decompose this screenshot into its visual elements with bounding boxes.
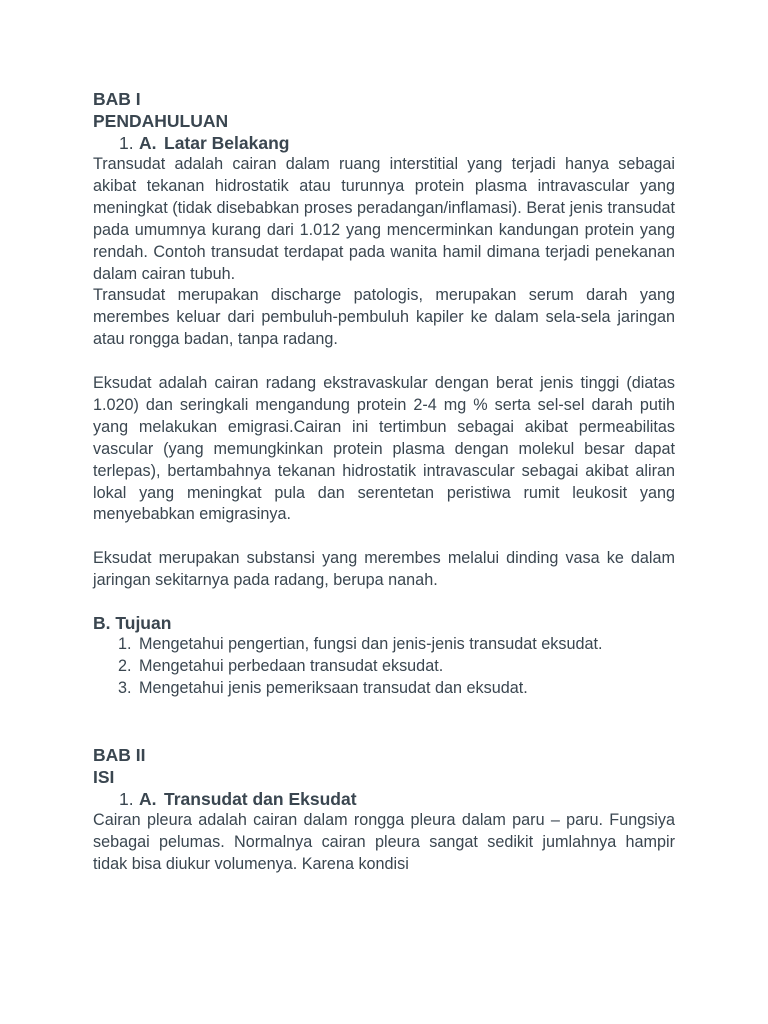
document-page (93, 88, 675, 876)
list-item-text: Mengetahui jenis pemeriksaan transudat dan eksudat. (139, 678, 528, 697)
section-title: Latar Belakang (164, 133, 290, 153)
blank-line (93, 351, 675, 373)
chapter-2-subtitle: ISI (93, 766, 115, 787)
paragraph-cairan-pleura: Cairan pleura adalah cairan dalam rongga pleura dalam paru – paru. Fungsiya sebagai pelumas. Normalnya cairan pleura sangat sedikit jumlahnya hampir tidak bisa diukur volumenya. Karena kondisi (93, 810, 675, 873)
chapter-1-subtitle: PENDAHULUAN (93, 111, 229, 131)
paragraph-eksudat-definition: Eksudat adalah cairan radang ekstravaskular dengan berat jenis tinggi (diatas 1.020) dan seringkali mengandung protein 2-4 mg % serta sel-sel darah putih yang melakukan emigrasi.Cairan ini tertimbun sebagai akibat permeabilitas vascular (yang memungkinkan protein plasma dengan molekul besar dapat terlepas), bertambahnya tekanan hidrostatik intravascular sebagai akibat aliran lokal yang meningkat pula dan serentetan peristiwa rumit leukosit yang menyebabkan emigrasinya. (93, 374, 675, 524)
paragraph-transudat-definition: Transudat adalah cairan dalam ruang interstitial yang terjadi hanya sebagai akibat tekanan hidrostatik atau turunnya protein plasma intravascular yang meningkat (tidak disebabkan proses peradangan/inflamasi). Berat jenis transudat pada umumnya kurang dari 1.012 yang mencerminkan kandungan protein yang rendah. Contoh transudat terdapat pada wanita hamil dimana terjadi penekanan dalam cairan tubuh. (93, 155, 675, 283)
section-letter: A. (139, 788, 157, 809)
section-latar-belakang-heading (93, 132, 675, 154)
spacer (93, 700, 675, 744)
chapter-1-title: BAB I (93, 89, 141, 109)
list-item-number: 3. (118, 678, 132, 697)
section-letter: A. (139, 133, 157, 153)
list-item-text: Mengetahui perbedaan transudat eksudat. (139, 657, 444, 675)
section-number: 1. (119, 788, 134, 809)
blank-line (93, 526, 675, 548)
section-number: 1. (119, 133, 134, 153)
spacer (93, 592, 675, 602)
list-item-text: Mengetahui pengertian, fungsi dan jenis-jenis transudat eksudat. (139, 635, 603, 654)
list-item (93, 656, 675, 678)
spacer (93, 602, 675, 612)
paragraph-eksudat-substansi: Eksudat merupakan substansi yang merembes melalui dinding vasa ke dalam jaringan sekitarnya pada radang, berupa nanah. (93, 549, 675, 590)
list-item-number: 2. (118, 657, 132, 675)
chapter-2-title: BAB II (93, 744, 146, 765)
section-title: Transudat dan Eksudat (164, 788, 357, 809)
paragraph-transudat-discharge: Transudat merupakan discharge patologis, merupakan serum darah yang merembes keluar dari pembuluh-pembuluh kapiler ke dalam sela-sela jaringan atau rongga badan, tanpa radang. (93, 286, 675, 349)
list-item (93, 634, 675, 656)
goals-list (93, 634, 675, 700)
list-item-number: 1. (118, 635, 132, 654)
list-item (93, 678, 675, 700)
section-tujuan-heading: B. Tujuan (93, 613, 172, 634)
section-transudat-eksudat-heading (93, 788, 675, 810)
